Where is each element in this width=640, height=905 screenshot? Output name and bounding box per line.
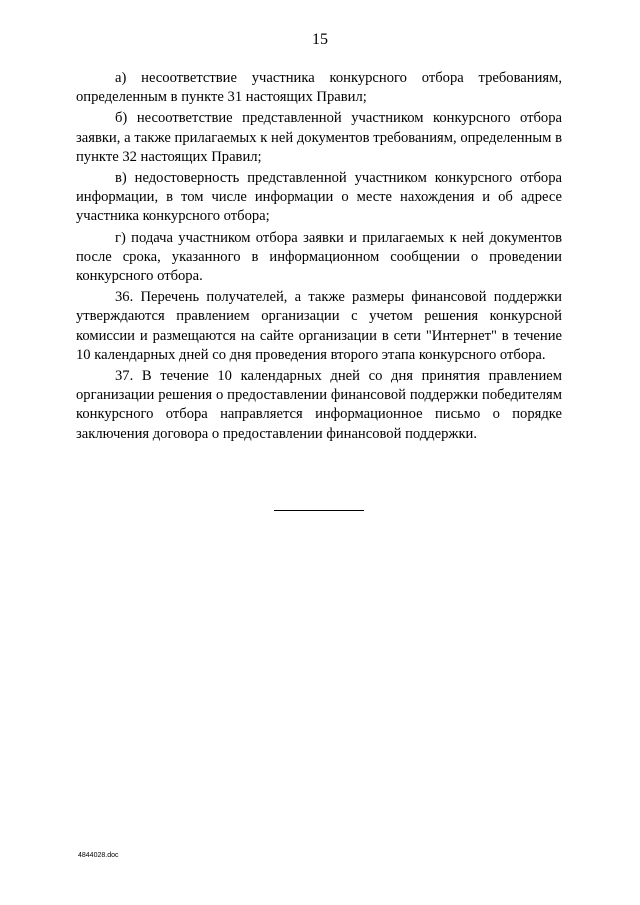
document-body [76,69,562,444]
page-number: 15 [312,31,328,48]
paragraph-item-g: г) подача участником отбора заявки и прилагаемых к ней документов после срока, указанного в информационном сообщении о проведении конкурсного отбора. [76,229,562,285]
footer-filename: 4844028.doc [78,852,119,859]
end-separator-line [274,510,364,511]
paragraph-clause-37: 37. В течение 10 календарных дней со дня принятия правлением организации решения о предоставлении финансовой поддержки победителям конкурсного отбора направляется информационное письмо о порядке заключения договора о предоставлении финансовой поддержки. [76,368,562,442]
paragraph-item-v: в) недостоверность представленной участником конкурсного отбора информации, в том числе информации о месте нахождения и об адресе участника конкурсного отбора; [76,170,562,225]
paragraph-clause-36: 36. Перечень получателей, а также размеры финансовой поддержки утверждаются правлением организации с учетом решения конкурсной комиссии и размещаются на сайте организации в сети "Интернет" в течение 10 календарных дней со дня проведения второго этапа конкурсного отбора. [76,289,562,363]
paragraph-item-b: б) несоответствие представленной участником конкурсного отбора заявки, а также прилагаемых к ней документов требованиям, определенным в пункте 32 настоящих Правил; [76,110,562,165]
paragraph-item-a: а) несоответствие участника конкурсного отбора требованиям, определенным в пункте 31 настоящих Правил; [76,70,562,106]
